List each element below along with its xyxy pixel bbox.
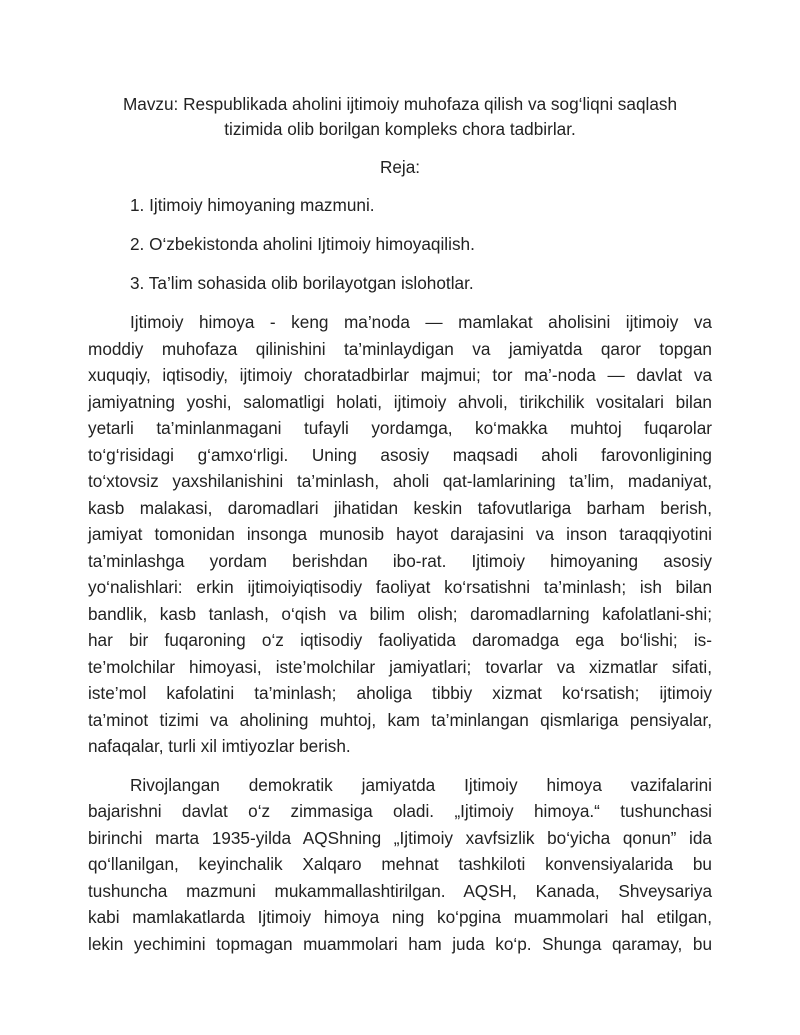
paragraph-line: bajarishni davlat o‘z zimmasiga oladi. „Ijtimoiy himoya.“ tushunchasi [88, 801, 712, 821]
plan-heading: Reja: [379, 157, 421, 177]
title-line-2: tizimida olib borilgan kompleks chora tadbirlar. [224, 119, 576, 139]
paragraph-2 [88, 772, 712, 958]
paragraph-line: iste’mol kafolatini ta’minlash; aholiga tibbiy xizmat ko‘rsatish; ijtimoiy [88, 683, 712, 703]
paragraph-line: kasb malakasi, daromadlari jihatidan keskin tafovutlariga barham berish, [88, 497, 712, 518]
plan-item-1: 1. Ijtimoiy himoyaning mazmuni. [130, 195, 375, 215]
paragraph-line: ta’minot tizimi va aholining muhtoj, kam ta’minlangan qismlariga pensiyalar, [88, 709, 712, 730]
paragraph-line: ta’minlashga yordam berishdan ibo-rat. Ijtimoiy himoyaning asosiy [88, 550, 712, 571]
plan-item-2: 2. O‘zbekistonda aholini Ijtimoiy himoyaqilish. [130, 234, 475, 254]
paragraph-line: tushuncha mazmuni mukammallashtirilgan. AQSH, Kanada, Shveysariya [88, 880, 712, 901]
paragraph-line: to‘xtovsiz yaxshilanishini ta’minlash, aholi qat-lamlarining ta’lim, madaniyat, [88, 471, 712, 491]
paragraph-line: nafaqalar, turli xil imtiyozlar berish. [88, 736, 351, 756]
paragraph-line: kabi mamlakatlarda Ijtimoiy himoya ning ko‘pgina muammolari hal etilgan, [88, 907, 712, 927]
plan-item-3: 3. Ta’lim sohasida olib borilayotgan islohotlar. [130, 273, 474, 293]
document-title [88, 92, 712, 142]
paragraph-line: Rivojlangan demokratik jamiyatda Ijtimoiy himoya vazifalarini [130, 774, 712, 795]
paragraph-line: yo‘nalishlari: erkin ijtimoiyiqtisodiy faoliyat ko‘rsatishni ta’minlash; ish bilan [88, 577, 712, 597]
paragraph-line: qo‘llanilgan, keyinchalik Xalqaro mehnat tashkiloti konvensiyalarida bu [88, 854, 712, 874]
paragraph-line: har bir fuqaroning o‘z iqtisodiy faoliyatida daromadga ega bo‘lishi; is- [88, 630, 712, 650]
plan-list [88, 192, 712, 296]
paragraph-line: Ijtimoiy himoya - keng ma’noda — mamlakat aholisini ijtimoiy va [130, 312, 712, 332]
paragraph-line: xuquqiy, iqtisodiy, ijtimoiy choratadbirlar majmui; tor ma’-noda — davlat va [88, 365, 712, 385]
paragraph-line: bandlik, kasb tanlash, o‘qish va bilim olish; daromadlarning kafolatlani-shi; [88, 603, 712, 624]
paragraph-line: te’molchilar himoyasi, iste’molchilar jamiyatlari; tovarlar va xizmatlar sifati, [88, 656, 712, 677]
paragraph-line: to‘g‘risidagi g‘amxo‘rligi. Uning asosiy maqsadi aholi farovonligining [88, 444, 712, 465]
paragraph-line: moddiy muhofaza qilinishini ta’minlaydigan va jamiyatda qaror topgan [88, 338, 712, 359]
paragraph-line: lekin yechimini topmagan muammolari ham juda ko‘p. Shunga qaramay, bu [88, 933, 712, 954]
paragraph-line: birinchi marta 1935-yilda AQShning „Ijtimoiy xavfsizlik bo‘yicha qonun” ida [88, 827, 712, 848]
paragraph-line: jamiyat tomonidan insonga munosib hayot darajasini va inson taraqqiyotini [88, 524, 712, 544]
paragraph-line: jamiyatning yoshi, salomatligi holati, ijtimoiy ahvoli, tirikchilik vositalari bilan [88, 391, 712, 412]
paragraph-line: yetarli ta’minlanmagani tufayli yordamga, ko‘makka muhtoj fuqarolar [88, 418, 712, 438]
title-line-1: Mavzu: Respublikada aholini ijtimoiy muhofaza qilish va sog‘liqni saqlash [122, 94, 678, 114]
paragraph-1 [88, 309, 712, 760]
